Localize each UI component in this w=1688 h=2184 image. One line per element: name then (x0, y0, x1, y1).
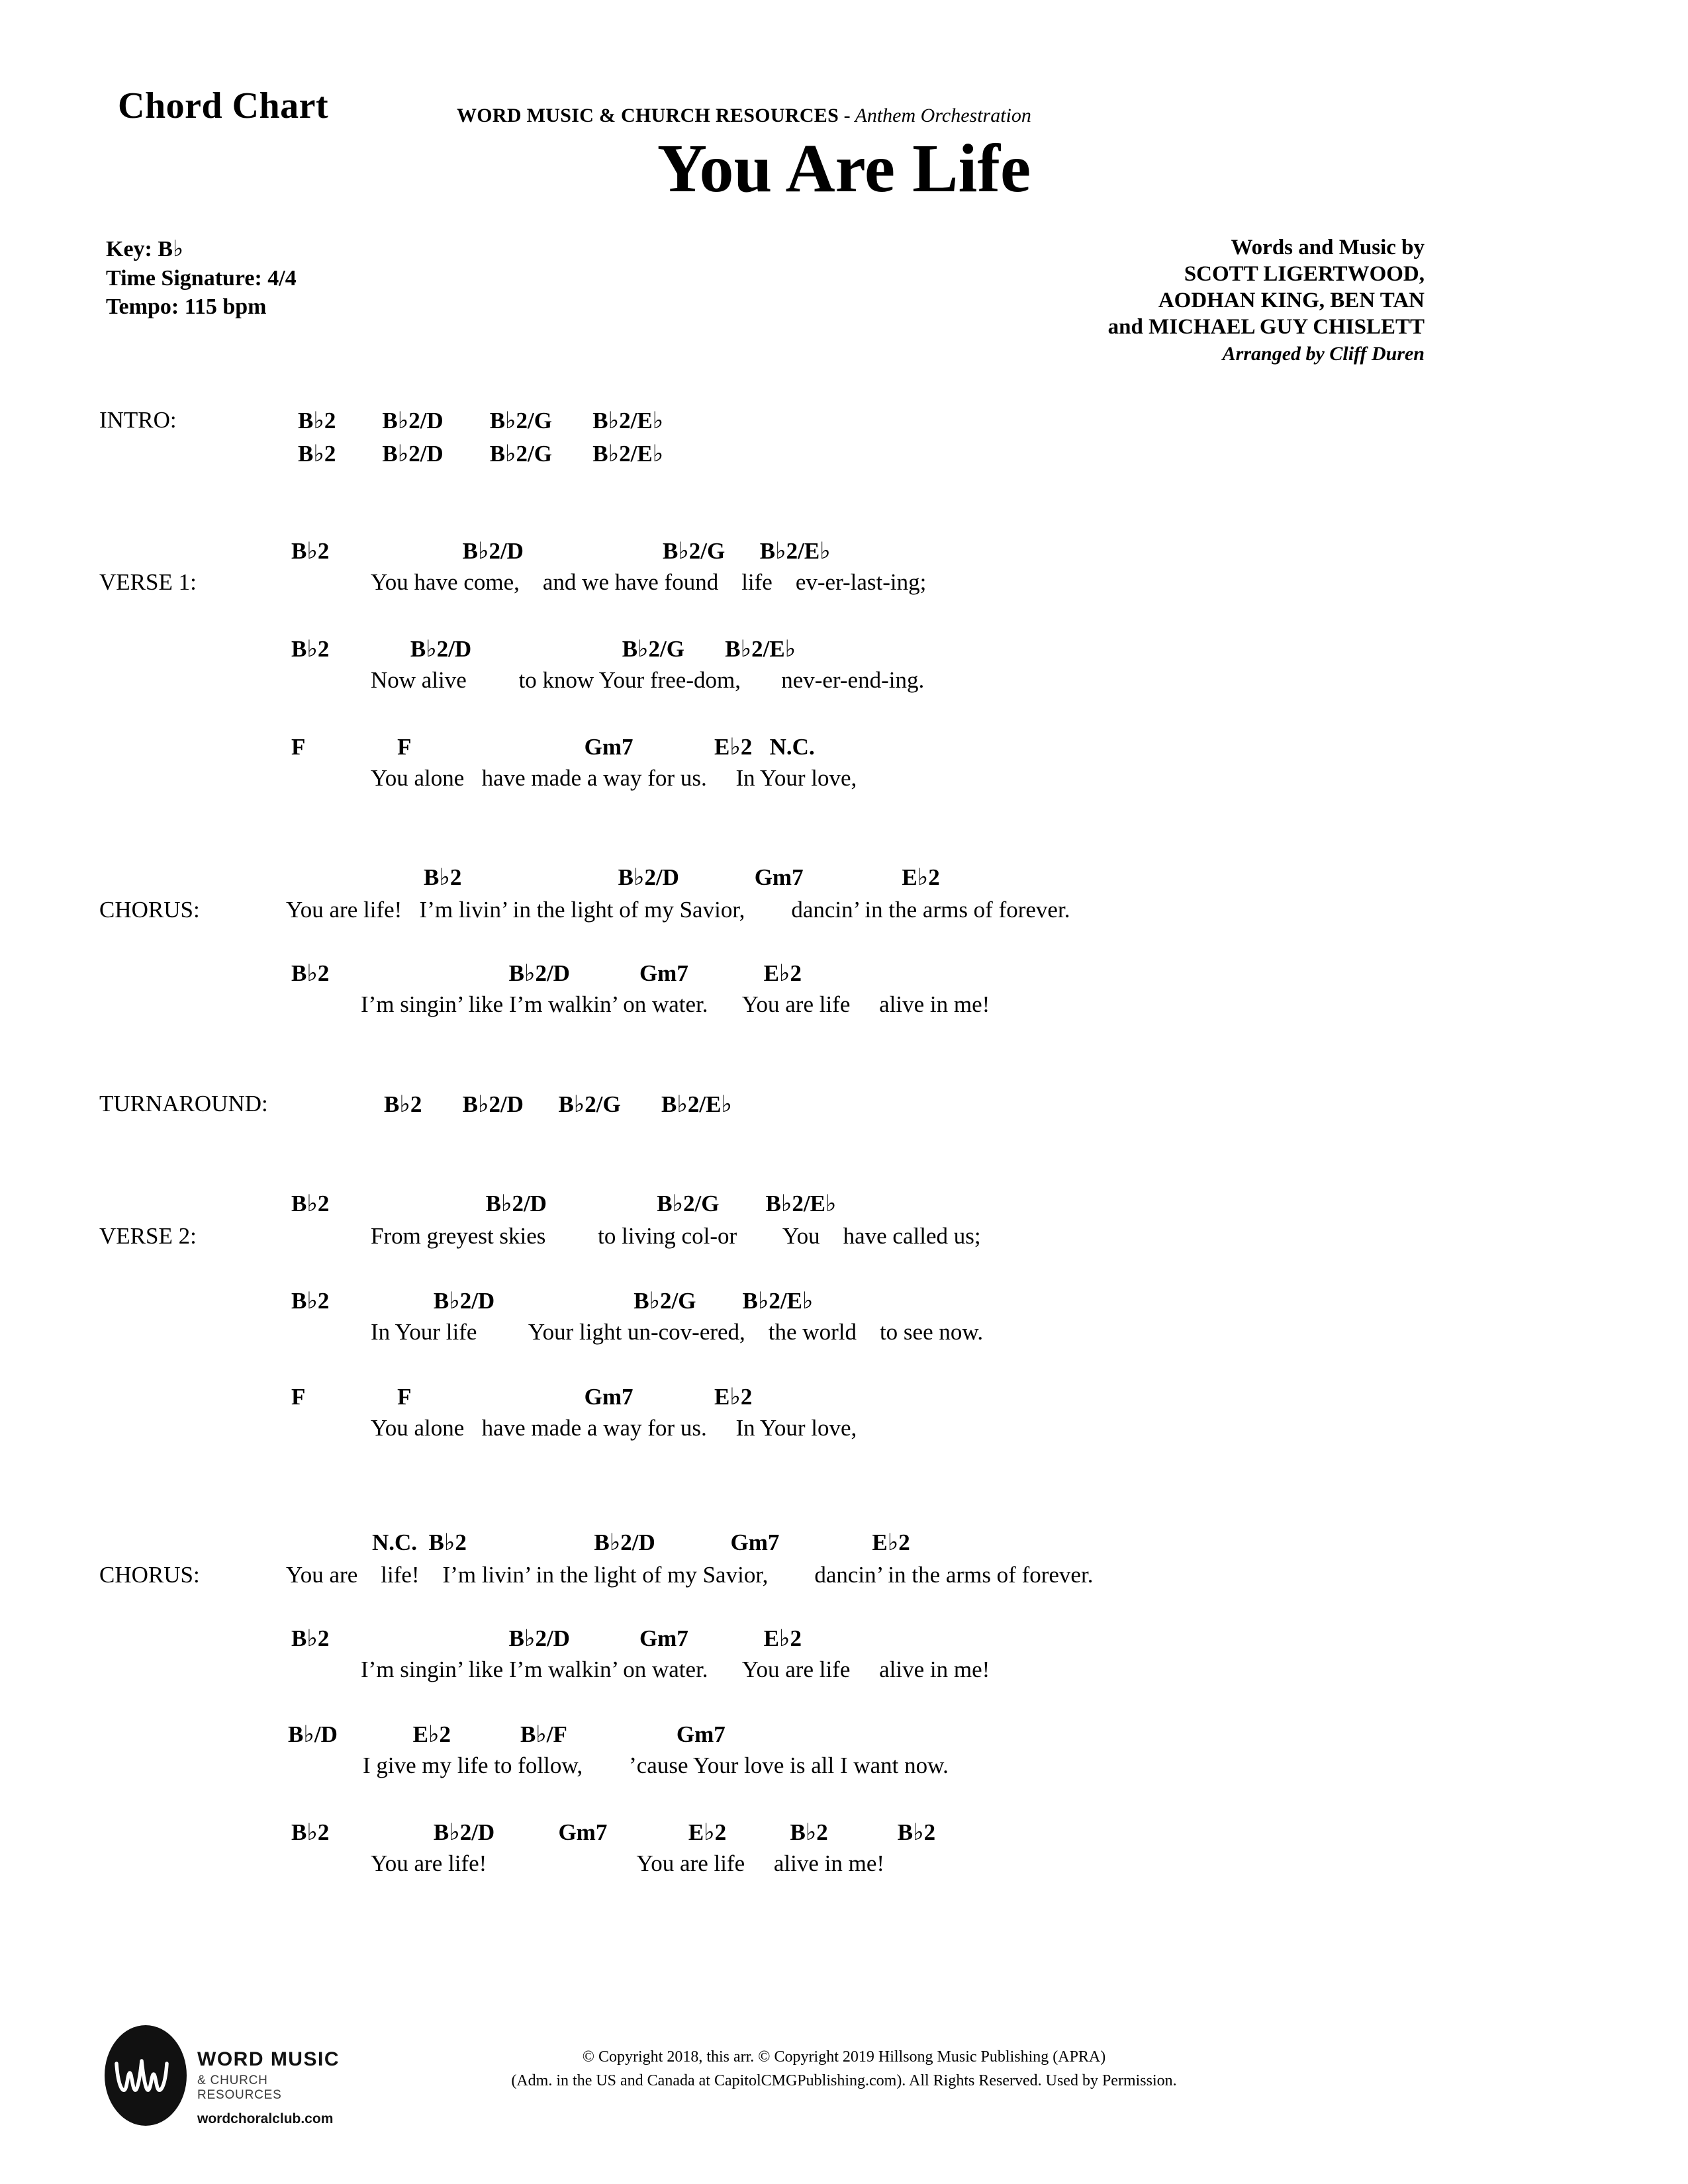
credits-block (1108, 235, 1425, 366)
logo-word-music-text: WORD MUSIC (197, 2048, 340, 2070)
section-label-intro: INTRO: (99, 407, 177, 433)
credits-words-and-music: Words and Music by (1231, 236, 1425, 259)
copyright-notice (0, 2045, 1688, 2093)
chorus-1-lyrics-line-2: I’m singin’ like I’m walkin’ on water. You are life alive in me! (361, 991, 990, 1017)
time-signature-line: Time Signature: 4/4 (106, 265, 297, 291)
chorus-2-chords-line-1: N.C. B♭2 B♭2/D Gm7 E♭2 (372, 1529, 910, 1555)
copyright-line-1: © Copyright 2018, this arr. © Copyright 2019 Hillsong Music Publishing (APRA) (582, 2048, 1106, 2066)
publisher-imprint (457, 105, 1031, 127)
chorus-1-chords-line-2: B♭2 B♭2/D Gm7 E♭2 (291, 960, 802, 986)
credits-author-3: and MICHAEL GUY CHISLETT (1107, 314, 1425, 339)
chorus-2-chords-line-3: B♭/D E♭2 B♭/F Gm7 (288, 1721, 726, 1747)
publisher-name: WORD MUSIC & CHURCH RESOURCES (457, 105, 839, 126)
logo-website-url[interactable]: wordchoralclub.com (197, 2111, 334, 2126)
section-label-chorus-2: CHORUS: (99, 1562, 200, 1588)
chorus-2-lyrics-line-1: You are life! I’m livin’ in the light of my Savior, dancin’ in the arms of forever. (286, 1562, 1094, 1588)
verse-2-chords-line-1: B♭2 B♭2/D B♭2/G B♭2/E♭ (291, 1191, 837, 1216)
chorus-1-chords-line-1: B♭2 B♭2/D Gm7 E♭2 (424, 864, 940, 890)
key-line: Key: B♭ (106, 237, 184, 261)
intro-chords-line-1: B♭2 B♭2/D B♭2/G B♭2/E♭ (298, 408, 664, 433)
chorus-2-lyrics-line-2: I’m singin’ like I’m walkin’ on water. You are life alive in me! (361, 1657, 990, 1682)
chord-chart-label: Chord Chart (118, 85, 329, 126)
key-info-block (106, 235, 297, 322)
copyright-line-2: (Adm. in the US and Canada at CapitolCMGPublishing.com). All Rights Reserved. Used by Permission. (511, 2072, 1177, 2089)
section-label-turnaround: TURNAROUND: (99, 1091, 268, 1116)
verse-1-chords-line-3: F F Gm7 E♭2 N.C. (291, 734, 815, 760)
verse-1-chords-line-2: B♭2 B♭2/D B♭2/G B♭2/E♭ (291, 636, 796, 662)
chorus-1-lyrics-line-1: You are life! I’m livin’ in the light of my Savior, dancin’ in the arms of forever. (286, 897, 1070, 923)
logo-church-resources-text: & CHURCH RESOURCES (197, 2073, 282, 2102)
verse-2-lyrics-line-2: In Your life Your light un-cov-ered, the world to see now. (371, 1319, 984, 1345)
credits-arranger: Arranged by Cliff Duren (1222, 342, 1425, 365)
chorus-2-chords-line-2: B♭2 B♭2/D Gm7 E♭2 (291, 1625, 802, 1651)
verse-2-lyrics-line-3: You alone have made a way for us. In Your love, (371, 1415, 857, 1441)
verse-2-chords-line-3: F F Gm7 E♭2 (291, 1384, 753, 1410)
chorus-2-lyrics-line-3: I give my life to follow, ’cause Your love is all I want now. (363, 1752, 949, 1778)
credits-author-2: AODHAN KING, BEN TAN (1158, 288, 1425, 312)
verse-1-lyrics-line-2: Now alive to know Your free-dom, nev-er-end-ing. (371, 667, 925, 693)
intro-chords-line-2: B♭2 B♭2/D B♭2/G B♭2/E♭ (298, 441, 664, 467)
verse-2-chords-line-2: B♭2 B♭2/D B♭2/G B♭2/E♭ (291, 1288, 814, 1314)
verse-1-lyrics-line-1: You have come, and we have found life ev-er-last-ing; (371, 569, 927, 595)
verse-1-lyrics-line-3: You alone have made a way for us. In Your love, (371, 765, 857, 791)
section-label-chorus-1: CHORUS: (99, 897, 200, 923)
tempo-line: Tempo: 115 bpm (106, 295, 267, 320)
section-label-verse-1: VERSE 1: (99, 569, 197, 595)
orchestration-label: - Anthem Orchestration (839, 105, 1031, 126)
credits-author-1: SCOTT LIGERTWOOD, (1184, 261, 1425, 286)
song-title: You Are Life (657, 130, 1031, 206)
section-label-verse-2: VERSE 2: (99, 1223, 197, 1249)
chorus-2-lyrics-line-4: You are life! You are life alive in me! (371, 1850, 885, 1876)
chorus-2-chords-line-4: B♭2 B♭2/D Gm7 E♭2 B♭2 B♭2 (291, 1819, 936, 1845)
turnaround-chords: B♭2 B♭2/D B♭2/G B♭2/E♭ (384, 1091, 732, 1117)
verse-2-lyrics-line-1: From greyest skies to living col-or You have called us; (371, 1223, 981, 1249)
verse-1-chords-line-1: B♭2 B♭2/D B♭2/G B♭2/E♭ (291, 538, 831, 564)
